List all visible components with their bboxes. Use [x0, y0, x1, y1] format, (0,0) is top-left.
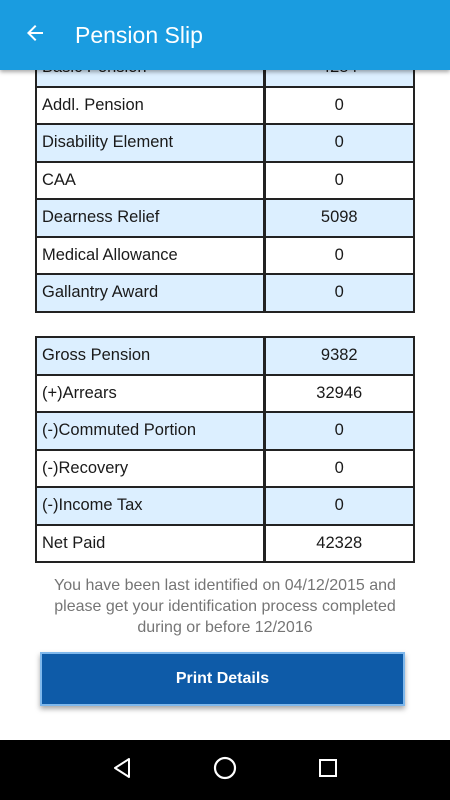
table-row — [36, 450, 414, 488]
table-row — [36, 525, 414, 563]
app-bar — [0, 0, 450, 70]
row-label: Addl. Pension — [36, 87, 264, 125]
print-details-label: Print Details — [175, 670, 270, 687]
row-value: 0 — [264, 450, 414, 488]
row-label: Net Paid — [36, 525, 264, 563]
row-label: Gallantry Award — [36, 274, 264, 312]
table-row — [36, 87, 414, 125]
table-row — [36, 487, 414, 525]
back-button[interactable] — [0, 0, 70, 70]
row-label: Disability Element — [36, 124, 264, 162]
row-value: 9382 — [264, 337, 414, 375]
row-label: Gross Pension — [36, 337, 264, 375]
table-row — [36, 274, 414, 312]
row-value: 0 — [264, 412, 414, 450]
identification-notice: You have been last identified on 04/12/2015 and please get your identification process completed during or before 12/2016 — [54, 577, 396, 636]
row-label: Dearness Relief — [36, 199, 264, 237]
square-recents-icon — [316, 756, 340, 785]
circle-home-icon — [212, 755, 238, 786]
nav-recents-button[interactable] — [303, 745, 353, 795]
table-row — [36, 199, 414, 237]
pension-details-table — [35, 48, 415, 313]
table-row — [36, 412, 414, 450]
row-label: Medical Allowance — [36, 237, 264, 275]
row-label: (-)Commuted Portion — [36, 412, 264, 450]
row-label: (-)Income Tax — [36, 487, 264, 525]
print-details-button[interactable] — [40, 652, 405, 706]
row-value: 42328 — [264, 525, 414, 563]
arrow-left-icon — [23, 21, 47, 50]
page-title: Pension Slip — [75, 21, 203, 48]
nav-home-button[interactable] — [200, 745, 250, 795]
row-value: 0 — [264, 237, 414, 275]
row-value: 0 — [264, 274, 414, 312]
row-value: 32946 — [264, 375, 414, 413]
row-value: 5098 — [264, 199, 414, 237]
row-value: 0 — [264, 487, 414, 525]
system-nav-bar — [0, 740, 450, 800]
row-value: 0 — [264, 87, 414, 125]
row-label: CAA — [36, 162, 264, 200]
table-row — [36, 237, 414, 275]
row-value: 0 — [264, 162, 414, 200]
row-label: (-)Recovery — [36, 450, 264, 488]
triangle-back-icon — [110, 756, 134, 785]
pension-summary-table — [35, 336, 415, 563]
nav-back-button[interactable] — [97, 745, 147, 795]
table-row — [36, 124, 414, 162]
row-label: (+)Arrears — [36, 375, 264, 413]
table-row — [36, 375, 414, 413]
table-row — [36, 337, 414, 375]
row-value: 0 — [264, 124, 414, 162]
table-row — [36, 162, 414, 200]
